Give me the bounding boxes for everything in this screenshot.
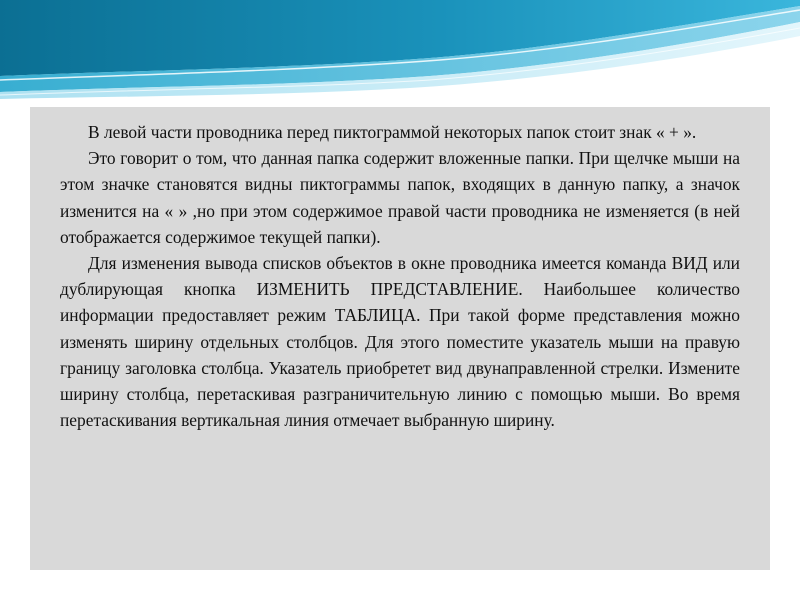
paragraph-nested-folders: Это говорит о том, что данная папка содержит вложенные папки. При щелчке мыши на этом значке становятся видны пиктограммы папок, входящих в данную папку, а значок изменится на « » ,но при этом содержимое правой части проводника не изменяется (в ней отображается содержимое текущей папки). bbox=[60, 148, 740, 247]
wave-header-decoration bbox=[0, 0, 800, 100]
paragraph-plus-sign: В левой части проводника перед пиктограммой некоторых папок стоит знак « + ». bbox=[88, 122, 697, 142]
paragraph-view-command: Для изменения вывода списков объектов в окне проводника имеется команда ВИД или дублирующая кнопка ИЗМЕНИТЬ ПРЕДСТАВЛЕНИЕ. Наибольшее количество информации предоставляет режим ТАБЛИЦА. При такой форме представления можно изменять ширину отдельных столбцов. Для этого поместите указатель мыши на правую границу заголовка столбца. Указатель приобретет вид двунаправленной стрелки. Измените ширину столбца, перетаскивая разграничительную линию с помощью мыши. Во время перетаскивания вертикальная линия отмечает выбранную ширину. bbox=[60, 253, 740, 431]
text-panel bbox=[30, 107, 770, 570]
